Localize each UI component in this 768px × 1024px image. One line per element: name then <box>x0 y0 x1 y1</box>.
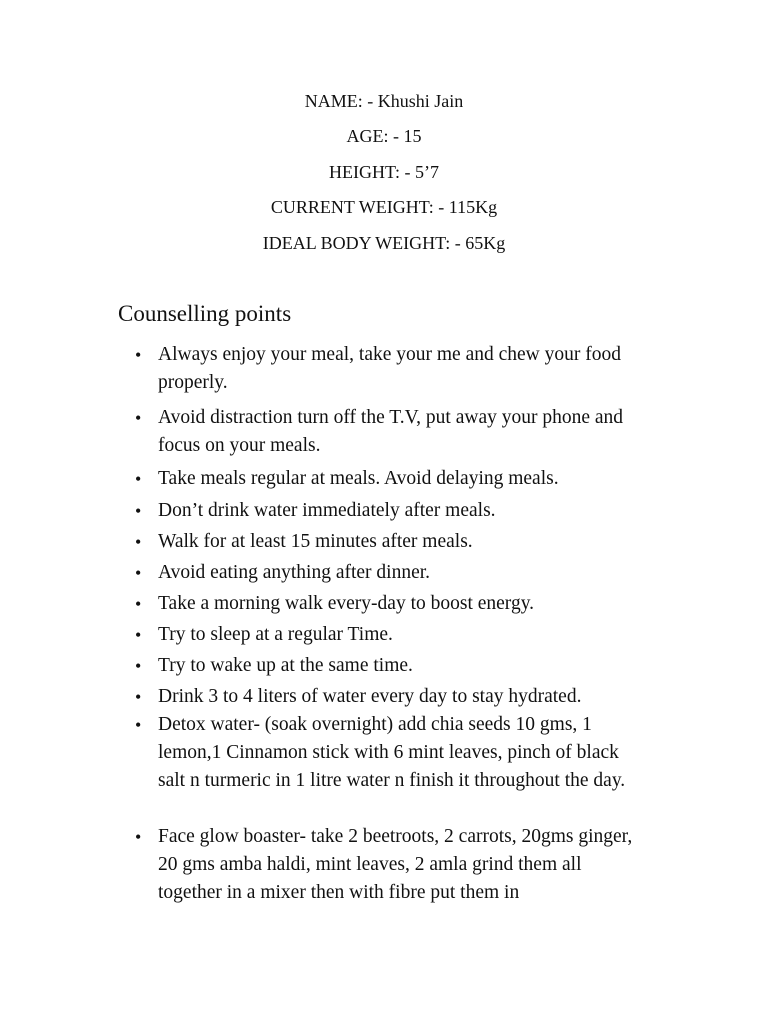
list-item-text: Don’t drink water immediately after meals. <box>158 500 496 521</box>
patient-ideal-weight: IDEAL BODY WEIGHT: - 65Kg <box>262 232 506 253</box>
list-item-text: Avoid eating anything after dinner. <box>158 562 431 583</box>
list-item-text: Face glow boaster- take 2 beetroots, 2 carrots, 20gms ginger, 20 gms amba haldi, mint leaves, 2 amla grind them all together in a mixer then with fibre put them in <box>158 826 633 903</box>
bullet-icon: • <box>135 532 142 552</box>
list-item-text: Take meals regular at meals. Avoid delaying meals. <box>158 468 559 489</box>
list-item-text: Take a morning walk every-day to boost energy. <box>158 593 535 614</box>
list-item <box>118 528 648 556</box>
bullet-icon: • <box>135 345 142 365</box>
bullet-icon: • <box>135 715 142 735</box>
list-item-text: Try to sleep at a regular Time. <box>158 624 393 645</box>
list-item <box>118 341 648 397</box>
list-item <box>118 652 648 680</box>
list-item-text: Detox water- (soak overnight) add chia seeds 10 gms, 1 lemon,1 Cinnamon stick with 6 mint leaves, pinch of black salt n turmeric in 1 litre water n finish it throughout the day. <box>158 714 626 791</box>
list-item <box>118 621 648 649</box>
list-item <box>118 683 648 711</box>
list-item-text: Walk for at least 15 minutes after meals. <box>158 531 473 552</box>
list-item <box>118 497 648 525</box>
bullet-icon: • <box>135 501 142 521</box>
patient-height: HEIGHT: - 5’7 <box>328 161 440 182</box>
list-item <box>118 823 648 907</box>
patient-name: NAME: - Khushi Jain <box>304 91 464 111</box>
bullet-icon: • <box>135 594 142 614</box>
bullet-icon: • <box>135 469 142 489</box>
list-item <box>118 590 648 618</box>
bullet-icon: • <box>135 687 142 707</box>
list-item <box>118 404 648 460</box>
section-title: Counselling points <box>118 301 292 326</box>
bullet-icon: • <box>135 625 142 645</box>
patient-age: AGE: - 15 <box>346 126 422 147</box>
bullet-icon: • <box>135 827 142 847</box>
list-item <box>118 711 648 795</box>
bullet-icon: • <box>135 408 142 428</box>
list-item-text: Avoid distraction turn off the T.V, put away your phone and focus on your meals. <box>158 407 624 456</box>
list-item-text: Try to wake up at the same time. <box>158 655 413 676</box>
list-item <box>118 465 648 493</box>
bullet-icon: • <box>135 563 142 583</box>
patient-info <box>0 89 768 266</box>
list-item-text: Drink 3 to 4 liters of water every day to stay hydrated. <box>158 686 582 707</box>
bullet-icon: • <box>135 656 142 676</box>
patient-current-weight: CURRENT WEIGHT: - 115Kg <box>270 197 498 218</box>
list-item-text: Always enjoy your meal, take your me and chew your food properly. <box>158 344 621 393</box>
list-item <box>118 559 648 587</box>
